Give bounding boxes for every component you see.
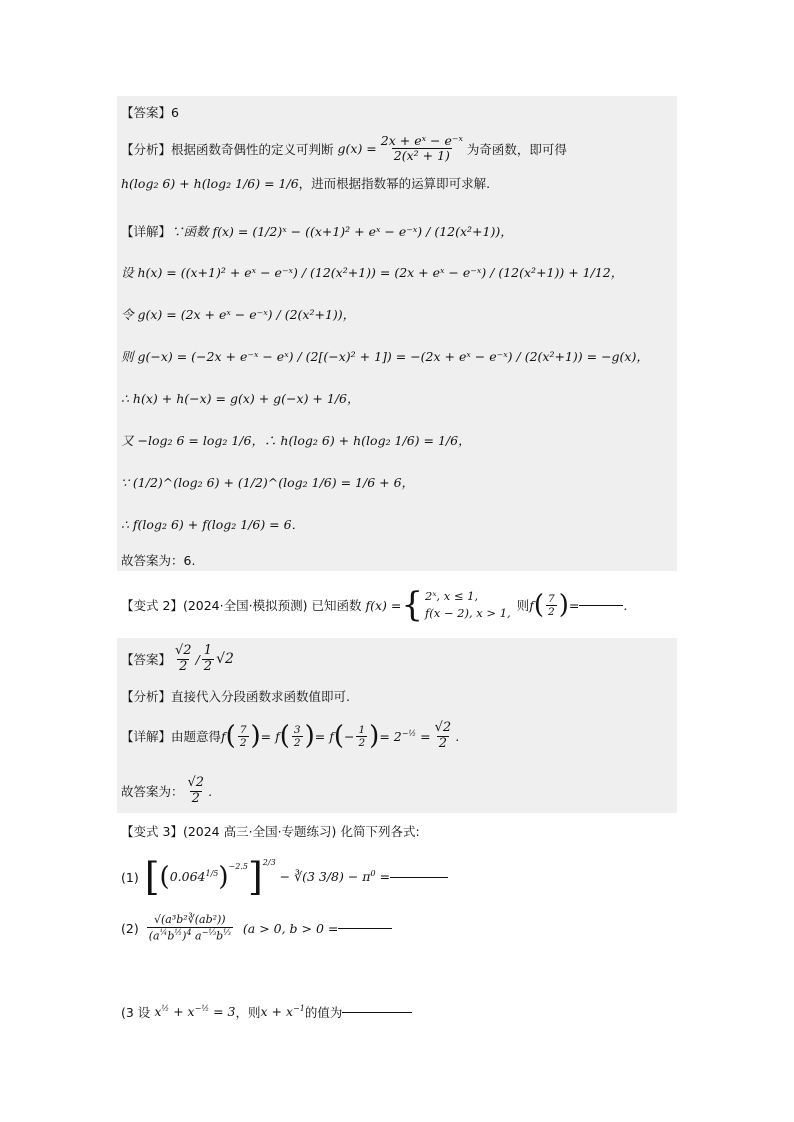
variant3-item-3: (3 设 $x^{\frac{1}{2}} + x^{-\frac{1}{2}} = 3$ ，则 $x + x^{-1}$ 的值为 [121,1003,412,1021]
answer-separator: / [195,651,200,667]
item2-label: (2) [121,920,139,936]
item3-label: (3 设 [121,1005,151,1020]
seven-halves: $\frac{7}{2}$ [548,592,555,618]
variant3-tag: 【变式 3】 [121,824,183,839]
detail-line-1 [121,222,513,240]
item1-label: (1) [121,869,139,885]
variant3-question [121,822,420,840]
case-2: f(x − 2), x > 1, [425,606,511,621]
analysis-line-1 [121,134,567,164]
v2-analysis-text: 直接代入分段函数求函数值即可. [171,689,350,704]
v2-detail-tag: 【详解】 [121,729,172,745]
v2-conclusion: 故答案为： [121,784,184,800]
analysis-line2-text: ，进而根据指数幂的运算即可求解. [298,176,491,191]
variant2-text: 已知函数 [311,598,362,614]
analysis-text-1: 根据函数奇偶性的定义可判断 [171,141,334,157]
detail-tag: 【详解】 [121,224,172,239]
detail-formula: ∴ f(log₂ 6) + f(log₂ 1/6) = 6． [121,517,305,532]
variant3-source: (2024 高三·全国·专题练习) [182,824,337,839]
conclusion-line-1 [121,551,195,569]
v2-conclusion-line: 故答案为： $\frac{√2}{2}$ . [121,775,213,806]
variant2-question: 【变式 2】 (2024·全国·模拟预测) 已知函数 f(x) = { 2ˣ, x ≤ 1, f(x − 2), x > 1, 则 f ( $\frac{7}{2}$ ) = . [121,585,628,626]
detail-line-6 [121,431,471,449]
detail-line-5 [121,389,360,407]
variant3-item-1: (1) [ ( $0.064^{1/5}$ ) −2.5 ] 2/3 − ∛(3 $3/8) - \pi^0$ = [121,858,448,896]
detail-line-8 [121,515,304,533]
detail-line-4 [121,347,649,365]
case-1: 2ˣ, x ≤ 1, [425,589,479,603]
item3-text: ，则 [235,1005,261,1020]
v2-detail-line: 【详解】 由题意得 f ( $\frac{7}{2}$ ) = f ( $\frac{3}{2}$ ) = f ( − $\frac{1}{2}$ ) = $2^{-\frac{1}{2}}$ = $\frac{√2}{2}$ . [121,720,460,752]
analysis-g-label: g(x) = [337,141,377,157]
item2-condition: (a > 0, b > 0 = [242,920,339,936]
case-brace: { [401,585,423,626]
detail-line-2 [121,263,623,281]
item2-fraction: $\frac{\text{√(a³b²∛(ab²))}}{(a^{\frac{1}{4}}b^{\frac{1}{2}})^4 a^{-\frac{1}{3}}b^{\frac{1}{3}}}$ [148,913,231,943]
analysis-line-2 [121,174,490,192]
v2-analysis-tag: 【分析】 [121,689,172,704]
analysis-line2-math: h(log₂ 6) + h(log₂ 1/6) = 1/6 [121,175,299,191]
detail-line-3 [121,305,355,323]
variant2-source: (2024·全国·模拟预测) [182,598,308,614]
v2-answer-tag: 【答案】 [121,652,172,668]
variant2-fx: f(x) = [365,597,402,613]
variant2-f-call: f [529,597,534,613]
variant3-text: 化简下列各式: [340,824,420,839]
v2-answer-line: 【答案】 $\frac{√2}{2}$ / $\frac{1}{2}$ √2 [121,643,234,674]
detail-formula: ∵ (1/2)^(log₂ 6) + (1/2)^(log₂ 1/6) = 1/6 + 6， [121,475,415,490]
detail-line-7 [121,473,414,491]
answer-value: 6 [171,104,179,120]
detail-formula: ∵函数 f(x) = (1/2)ˣ − ((x+1)² + eˣ − e⁻ˣ) / (12(x²+1))， [171,224,513,239]
analysis-tag: 【分析】 [121,141,172,157]
v2-analysis-line [121,687,350,705]
detail-formula: 又 −log₂ 6 = log₂ 1/6，∴ h(log₂ 6) + h(log₂ 1/6) = 1/6， [121,433,471,448]
answer-blank[interactable] [579,605,623,606]
item2-blank[interactable] [338,928,392,929]
detail-formula: 则 g(−x) = (−2x + e⁻ˣ − eˣ) / (2[(−x)² + 1]) = −(2x + eˣ − e⁻ˣ) / (2(x²+1)) = −g(x)， [121,349,649,364]
conclusion-text: 故答案为：6. [121,553,196,568]
analysis-fraction: $\frac{\text{2x + eˣ − e⁻ˣ}}{\text{2(x² + 1)}}$ [380,133,463,164]
item1-blank[interactable] [390,877,448,878]
piecewise-cases [425,588,511,623]
one-half: $\frac{1}{2}$ [203,643,213,674]
variant2-ask: 则 [516,598,530,614]
variant2-tag: 【变式 2】 [121,598,183,614]
variant3-item-2 [121,914,392,943]
item3-blank[interactable] [342,1012,412,1013]
answer-block-1 [117,96,677,571]
detail-formula: ∴ h(x) + h(−x) = g(x) + g(−x) + 1/6， [121,391,360,406]
v2-detail-text: 由题意得 [171,729,222,745]
item3-tail: 的值为 [304,1005,343,1020]
detail-formula: 设 h(x) = ((x+1)² + eˣ − e⁻ˣ) / (12(x²+1)) = (2x + eˣ − e⁻ˣ) / (12(x²+1)) + 1/12， [121,265,624,280]
detail-formula: 令 g(x) = (2x + eˣ − e⁻ˣ) / (2(x²+1))， [121,307,356,322]
sqrt2-over-2: $\frac{√2}{2}$ [175,643,192,674]
answer-tag: 【答案】 [121,105,172,120]
answer-line [121,103,179,121]
analysis-text-2: 为奇函数，即可得 [466,141,567,157]
